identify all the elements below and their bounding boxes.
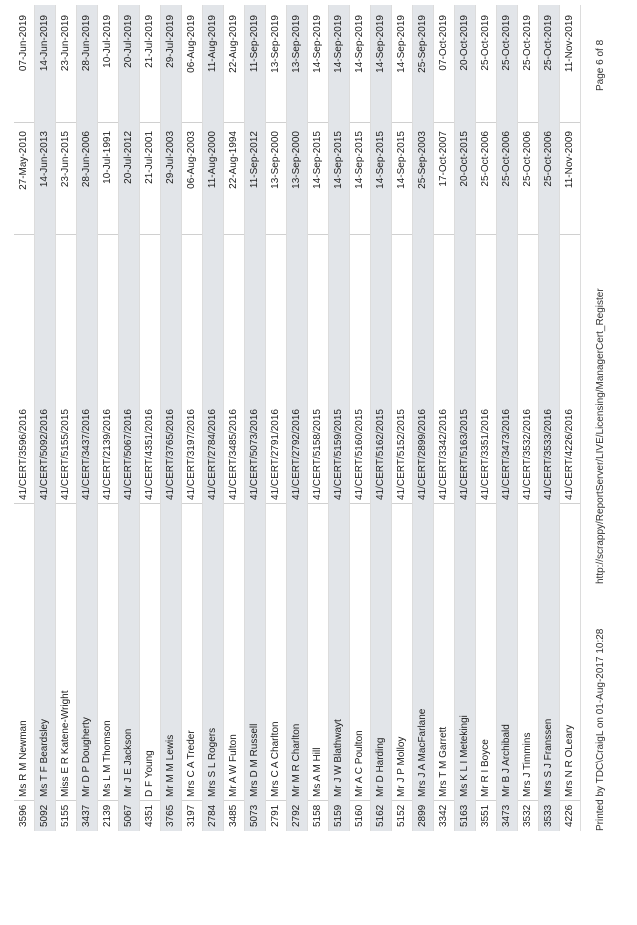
cert-id-cell: 4226 (564, 804, 575, 827)
expiry-date-cell: 14-Jun-2019 (39, 15, 50, 72)
issued-date-cell: 23-Jun-2015 (60, 131, 71, 188)
table-row (371, 5, 392, 831)
cert-number-cell: 41/CERT/5160/2015 (354, 409, 365, 500)
cert-id-cell: 5092 (39, 804, 50, 827)
table-row (35, 5, 56, 831)
cert-id-cell: 3596 (18, 804, 29, 827)
table-row (518, 5, 539, 831)
issued-date-cell: 25-Oct-2006 (501, 131, 512, 187)
issued-date-cell: 14-Sep-2015 (354, 131, 365, 189)
cert-id-cell: 5162 (375, 804, 386, 827)
cert-number-cell: 41/CERT/2139/2016 (102, 409, 113, 500)
cert-id-cell: 5073 (249, 804, 260, 827)
manager-name-cell: Mrs C A Treder (186, 730, 197, 797)
cert-number-cell: 41/CERT/3473/2016 (501, 409, 512, 500)
expiry-date-cell: 07-Oct-2019 (438, 15, 449, 71)
manager-name-cell: Mr B J Archibald (501, 724, 512, 797)
manager-name-cell: Mrs S J Franssen (543, 718, 554, 797)
cert-number-cell: 41/CERT/2899/2016 (417, 409, 428, 500)
issued-date-cell: 21-Jul-2001 (144, 131, 155, 184)
cert-id-cell: 2791 (270, 804, 281, 827)
issued-date-cell: 27-May-2010 (18, 131, 29, 190)
cert-id-cell: 3532 (522, 804, 533, 827)
cert-id-cell: 3533 (543, 804, 554, 827)
manager-name-cell: Mr A C Poulton (354, 730, 365, 797)
cert-id-cell: 5159 (333, 804, 344, 827)
cert-id-cell: 5152 (396, 804, 407, 827)
cert-number-cell: 41/CERT/5159/2015 (333, 409, 344, 500)
cert-number-cell: 41/CERT/2784/2016 (207, 409, 218, 500)
cert-number-cell: 41/CERT/5163/2015 (459, 409, 470, 500)
cert-number-cell: 41/CERT/5073/2016 (249, 409, 260, 500)
table-body (14, 5, 581, 831)
manager-name-cell: Miss E R Katene-Wright (60, 690, 71, 797)
issued-date-cell: 25-Oct-2006 (543, 131, 554, 187)
manager-name-cell: Mrs S L Rogers (207, 727, 218, 797)
manager-name-cell: Mr J P Molloy (396, 736, 407, 797)
issued-date-cell: 11-Sep-2012 (249, 131, 260, 189)
table-row (434, 5, 455, 831)
table-row (140, 5, 161, 831)
cert-number-cell: 41/CERT/3197/2016 (186, 409, 197, 500)
issued-date-cell: 25-Sep-2003 (417, 131, 428, 189)
expiry-date-cell: 21-Jul-2019 (144, 15, 155, 68)
issued-date-cell: 11-Nov-2009 (564, 131, 575, 189)
table-row (392, 5, 413, 831)
cert-id-cell: 2899 (417, 804, 428, 827)
cert-number-cell: 41/CERT/5152/2015 (396, 409, 407, 500)
expiry-date-cell: 10-Jul-2019 (102, 15, 113, 68)
table-row (329, 5, 350, 831)
issued-date-cell: 17-Oct-2007 (438, 131, 449, 187)
cert-number-cell: 41/CERT/3765/2016 (165, 409, 176, 500)
report-path-link[interactable]: http://scrappy/ReportServer/LIVE/Licensing/ManagerCert_Register (595, 288, 606, 584)
expiry-date-cell: 13-Sep-2019 (291, 15, 302, 73)
printed-by-text: Printed by TDC\CraigL on 01-Aug-2017 10:28 (595, 628, 606, 831)
cert-id-cell: 3437 (81, 804, 92, 827)
manager-name-cell: Mrs N R OLeary (564, 724, 575, 797)
table-row (119, 5, 140, 831)
cert-number-cell: 41/CERT/5067/2016 (123, 409, 134, 500)
issued-date-cell: 14-Jun-2013 (39, 131, 50, 188)
manager-name-cell: D F Young (144, 750, 155, 797)
expiry-date-cell: 20-Oct-2019 (459, 15, 470, 71)
expiry-date-cell: 14-Sep-2019 (396, 15, 407, 73)
cert-number-cell: 41/CERT/5158/2015 (312, 409, 323, 500)
manager-name-cell: Ms L M Thomson (102, 720, 113, 797)
cert-id-cell: 4351 (144, 804, 155, 827)
cert-number-cell: 41/CERT/3596/2016 (18, 409, 29, 500)
manager-name-cell: Mr M M Lewis (165, 734, 176, 797)
cert-id-cell: 5158 (312, 804, 323, 827)
cert-number-cell: 41/CERT/5162/2015 (375, 409, 386, 500)
cert-number-cell: 41/CERT/2792/2016 (291, 409, 302, 500)
table-row (224, 5, 245, 831)
table-row (203, 5, 224, 831)
expiry-date-cell: 25-Oct-2019 (543, 15, 554, 71)
manager-name-cell: Mr R I Boyce (480, 739, 491, 797)
cert-number-cell: 41/CERT/3437/2016 (81, 409, 92, 500)
cert-id-cell: 5067 (123, 804, 134, 827)
expiry-date-cell: 20-Jul-2019 (123, 15, 134, 68)
cert-number-cell: 41/CERT/3533/2016 (543, 409, 554, 500)
expiry-date-cell: 25-Oct-2019 (480, 15, 491, 71)
manager-name-cell: Mr D P Dougherty (81, 717, 92, 797)
cert-id-cell: 5163 (459, 804, 470, 827)
issued-date-cell: 14-Sep-2015 (312, 131, 323, 189)
manager-name-cell: Ms A M Hill (312, 747, 323, 797)
manager-name-cell: Mrs C A Charlton (270, 721, 281, 797)
page-footer (595, 0, 611, 925)
cert-number-cell: 41/CERT/3351/2016 (480, 409, 491, 500)
issued-date-cell: 20-Oct-2015 (459, 131, 470, 187)
expiry-date-cell: 07-Jun-2019 (18, 15, 29, 72)
expiry-date-cell: 11-Sep-2019 (249, 15, 260, 73)
issued-date-cell: 25-Oct-2006 (522, 131, 533, 187)
register-table (14, 5, 581, 831)
issued-date-cell: 20-Jul-2012 (123, 131, 134, 184)
manager-name-cell: Ms R M Newman (18, 720, 29, 797)
expiry-date-cell: 23-Jun-2019 (60, 15, 71, 72)
cert-id-cell: 5155 (60, 804, 71, 827)
manager-name-cell: Mrs T M Garrett (438, 726, 449, 797)
manager-name-cell: Mr M R Charlton (291, 723, 302, 797)
table-row (539, 5, 560, 831)
table-row (350, 5, 371, 831)
issued-date-cell: 28-Jun-2006 (81, 131, 92, 188)
issued-date-cell: 13-Sep-2000 (270, 131, 281, 189)
manager-name-cell: Ms T F Beardsley (39, 719, 50, 797)
manager-name-cell: Mrs D M Russell (249, 723, 260, 797)
table-row (266, 5, 287, 831)
table-row (560, 5, 581, 831)
issued-date-cell: 14-Sep-2015 (396, 131, 407, 189)
expiry-date-cell: 25-Oct-2019 (522, 15, 533, 71)
table-row (455, 5, 476, 831)
expiry-date-cell: 14-Sep-2019 (354, 15, 365, 73)
cert-id-cell: 3765 (165, 804, 176, 827)
manager-name-cell: Mrs J Timmins (522, 732, 533, 797)
expiry-date-cell: 25-Oct-2019 (501, 15, 512, 71)
issued-date-cell: 29-Jul-2003 (165, 131, 176, 184)
manager-name-cell: Ms K L I Metekingi (459, 715, 470, 797)
manager-name-cell: Mrs J A MacFarlane (417, 708, 428, 797)
manager-name-cell: Mr J W Blathwayt (333, 719, 344, 797)
table-row (308, 5, 329, 831)
cert-id-cell: 2139 (102, 804, 113, 827)
issued-date-cell: 11-Aug-2000 (207, 131, 218, 189)
table-row (497, 5, 518, 831)
issued-date-cell: 14-Sep-2015 (375, 131, 386, 189)
expiry-date-cell: 14-Sep-2019 (375, 15, 386, 73)
cert-number-cell: 41/CERT/2791/2016 (270, 409, 281, 500)
expiry-date-cell: 06-Aug-2019 (186, 15, 197, 73)
cert-id-cell: 3197 (186, 804, 197, 827)
cert-id-cell: 2792 (291, 804, 302, 827)
cert-number-cell: 41/CERT/3485/2016 (228, 409, 239, 500)
expiry-date-cell: 29-Jul-2019 (165, 15, 176, 68)
cert-id-cell: 5160 (354, 804, 365, 827)
expiry-date-cell: 28-Jun-2019 (81, 15, 92, 72)
expiry-date-cell: 25-Sep-2019 (417, 15, 428, 73)
manager-name-cell: Mr J E Jackson (123, 728, 134, 797)
table-row (413, 5, 434, 831)
table-row (161, 5, 182, 831)
expiry-date-cell: 11-Aug-2019 (207, 15, 218, 73)
issued-date-cell: 25-Oct-2006 (480, 131, 491, 187)
expiry-date-cell: 11-Nov-2019 (564, 15, 575, 73)
cert-id-cell: 2784 (207, 804, 218, 827)
expiry-date-cell: 14-Sep-2019 (312, 15, 323, 73)
manager-name-cell: Mr D Harding (375, 737, 386, 797)
issued-date-cell: 14-Sep-2015 (333, 131, 344, 189)
page-number: Page 6 of 8 (595, 39, 606, 91)
expiry-date-cell: 13-Sep-2019 (270, 15, 281, 73)
table-row (98, 5, 119, 831)
table-row (245, 5, 266, 831)
expiry-date-cell: 14-Sep-2019 (333, 15, 344, 73)
cert-id-cell: 3485 (228, 804, 239, 827)
cert-id-cell: 3473 (501, 804, 512, 827)
cert-number-cell: 41/CERT/4226/2016 (564, 409, 575, 500)
table-row (56, 5, 77, 831)
table-row (77, 5, 98, 831)
table-row (287, 5, 308, 831)
cert-number-cell: 41/CERT/5155/2015 (60, 409, 71, 500)
table-row (182, 5, 203, 831)
table-row (476, 5, 497, 831)
manager-name-cell: Mr A W Fulton (228, 734, 239, 797)
issued-date-cell: 22-Aug-1994 (228, 131, 239, 189)
issued-date-cell: 13-Sep-2000 (291, 131, 302, 189)
cert-number-cell: 41/CERT/3532/2016 (522, 409, 533, 500)
issued-date-cell: 10-Jul-1991 (102, 131, 113, 184)
cert-number-cell: 41/CERT/4351/2016 (144, 409, 155, 500)
cert-number-cell: 41/CERT/5092/2016 (39, 409, 50, 500)
cert-id-cell: 3551 (480, 804, 491, 827)
cert-id-cell: 3342 (438, 804, 449, 827)
expiry-date-cell: 22-Aug-2019 (228, 15, 239, 73)
cert-number-cell: 41/CERT/3342/2016 (438, 409, 449, 500)
table-row (14, 5, 35, 831)
issued-date-cell: 06-Aug-2003 (186, 131, 197, 189)
